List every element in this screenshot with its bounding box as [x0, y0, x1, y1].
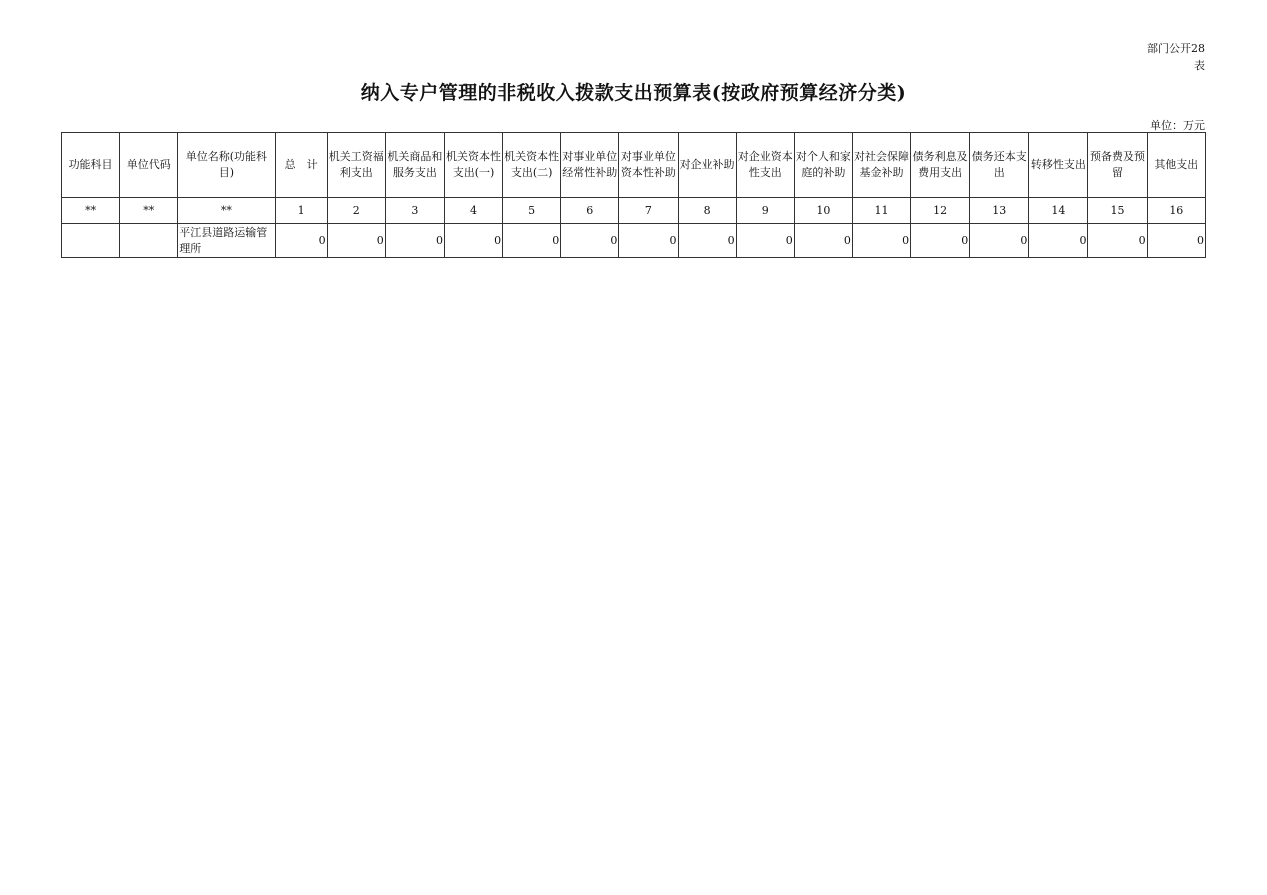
column-header: 机关商品和服务支出 [385, 133, 444, 198]
column-header: 功能科目 [62, 133, 120, 198]
column-header: 单位代码 [120, 133, 178, 198]
unit-label: 单位：万元 [1150, 119, 1205, 132]
column-header: 对企业资本性支出 [736, 133, 794, 198]
table-cell: 0 [1147, 224, 1205, 258]
index-cell: 14 [1029, 198, 1088, 224]
table-cell: 0 [444, 224, 502, 258]
document-code [1147, 40, 1205, 74]
index-cell: ** [62, 198, 120, 224]
table-cell: 0 [794, 224, 852, 258]
index-cell: 11 [852, 198, 910, 224]
table-cell: 0 [1088, 224, 1147, 258]
table-row [62, 224, 1206, 258]
table-cell: 0 [736, 224, 794, 258]
table-cell: 0 [678, 224, 736, 258]
index-cell: 6 [561, 198, 619, 224]
table-cell: 0 [503, 224, 561, 258]
column-header: 机关工资福利支出 [327, 133, 385, 198]
index-cell: ** [178, 198, 275, 224]
column-header: 对个人和家庭的补助 [794, 133, 852, 198]
table-cell: 0 [561, 224, 619, 258]
unit-name-cell: 平江县道路运输管理所 [178, 224, 275, 258]
column-header: 单位名称(功能科目) [178, 133, 275, 198]
index-cell: 3 [385, 198, 444, 224]
column-header: 对事业单位资本性补助 [619, 133, 678, 198]
table-cell [120, 224, 178, 258]
budget-table [61, 132, 1206, 258]
table-cell: 0 [970, 224, 1029, 258]
index-row [62, 198, 1206, 224]
table-cell: 0 [1029, 224, 1088, 258]
table-cell: 0 [619, 224, 678, 258]
index-cell: 1 [275, 198, 327, 224]
document-code-line: 表 [1194, 59, 1205, 72]
page-title: 纳入专户管理的非税收入拨款支出预算表(按政府预算经济分类) [360, 82, 907, 104]
index-cell: 7 [619, 198, 678, 224]
index-cell: 4 [444, 198, 502, 224]
index-cell: 8 [678, 198, 736, 224]
index-cell: 13 [970, 198, 1029, 224]
index-cell: 15 [1088, 198, 1147, 224]
column-header: 债务利息及费用支出 [911, 133, 970, 198]
column-header: 机关资本性支出(二) [503, 133, 561, 198]
column-header: 总 计 [275, 133, 327, 198]
table-cell [62, 224, 120, 258]
document-code-line: 部门公开28 [1147, 42, 1205, 55]
column-header: 对社会保障基金补助 [852, 133, 910, 198]
index-cell: 12 [911, 198, 970, 224]
column-header: 预备费及预留 [1088, 133, 1147, 198]
index-cell: 16 [1147, 198, 1205, 224]
index-cell: ** [120, 198, 178, 224]
column-header: 转移性支出 [1029, 133, 1088, 198]
index-cell: 5 [503, 198, 561, 224]
column-header: 债务还本支出 [970, 133, 1029, 198]
column-header: 其他支出 [1147, 133, 1205, 198]
table-cell: 0 [327, 224, 385, 258]
column-header: 对企业补助 [678, 133, 736, 198]
table-cell: 0 [911, 224, 970, 258]
index-cell: 9 [736, 198, 794, 224]
index-cell: 2 [327, 198, 385, 224]
header-row [62, 133, 1206, 198]
table-cell: 0 [385, 224, 444, 258]
table-cell: 0 [275, 224, 327, 258]
table-cell: 0 [852, 224, 910, 258]
column-header: 对事业单位经常性补助 [561, 133, 619, 198]
index-cell: 10 [794, 198, 852, 224]
column-header: 机关资本性支出(一) [444, 133, 502, 198]
